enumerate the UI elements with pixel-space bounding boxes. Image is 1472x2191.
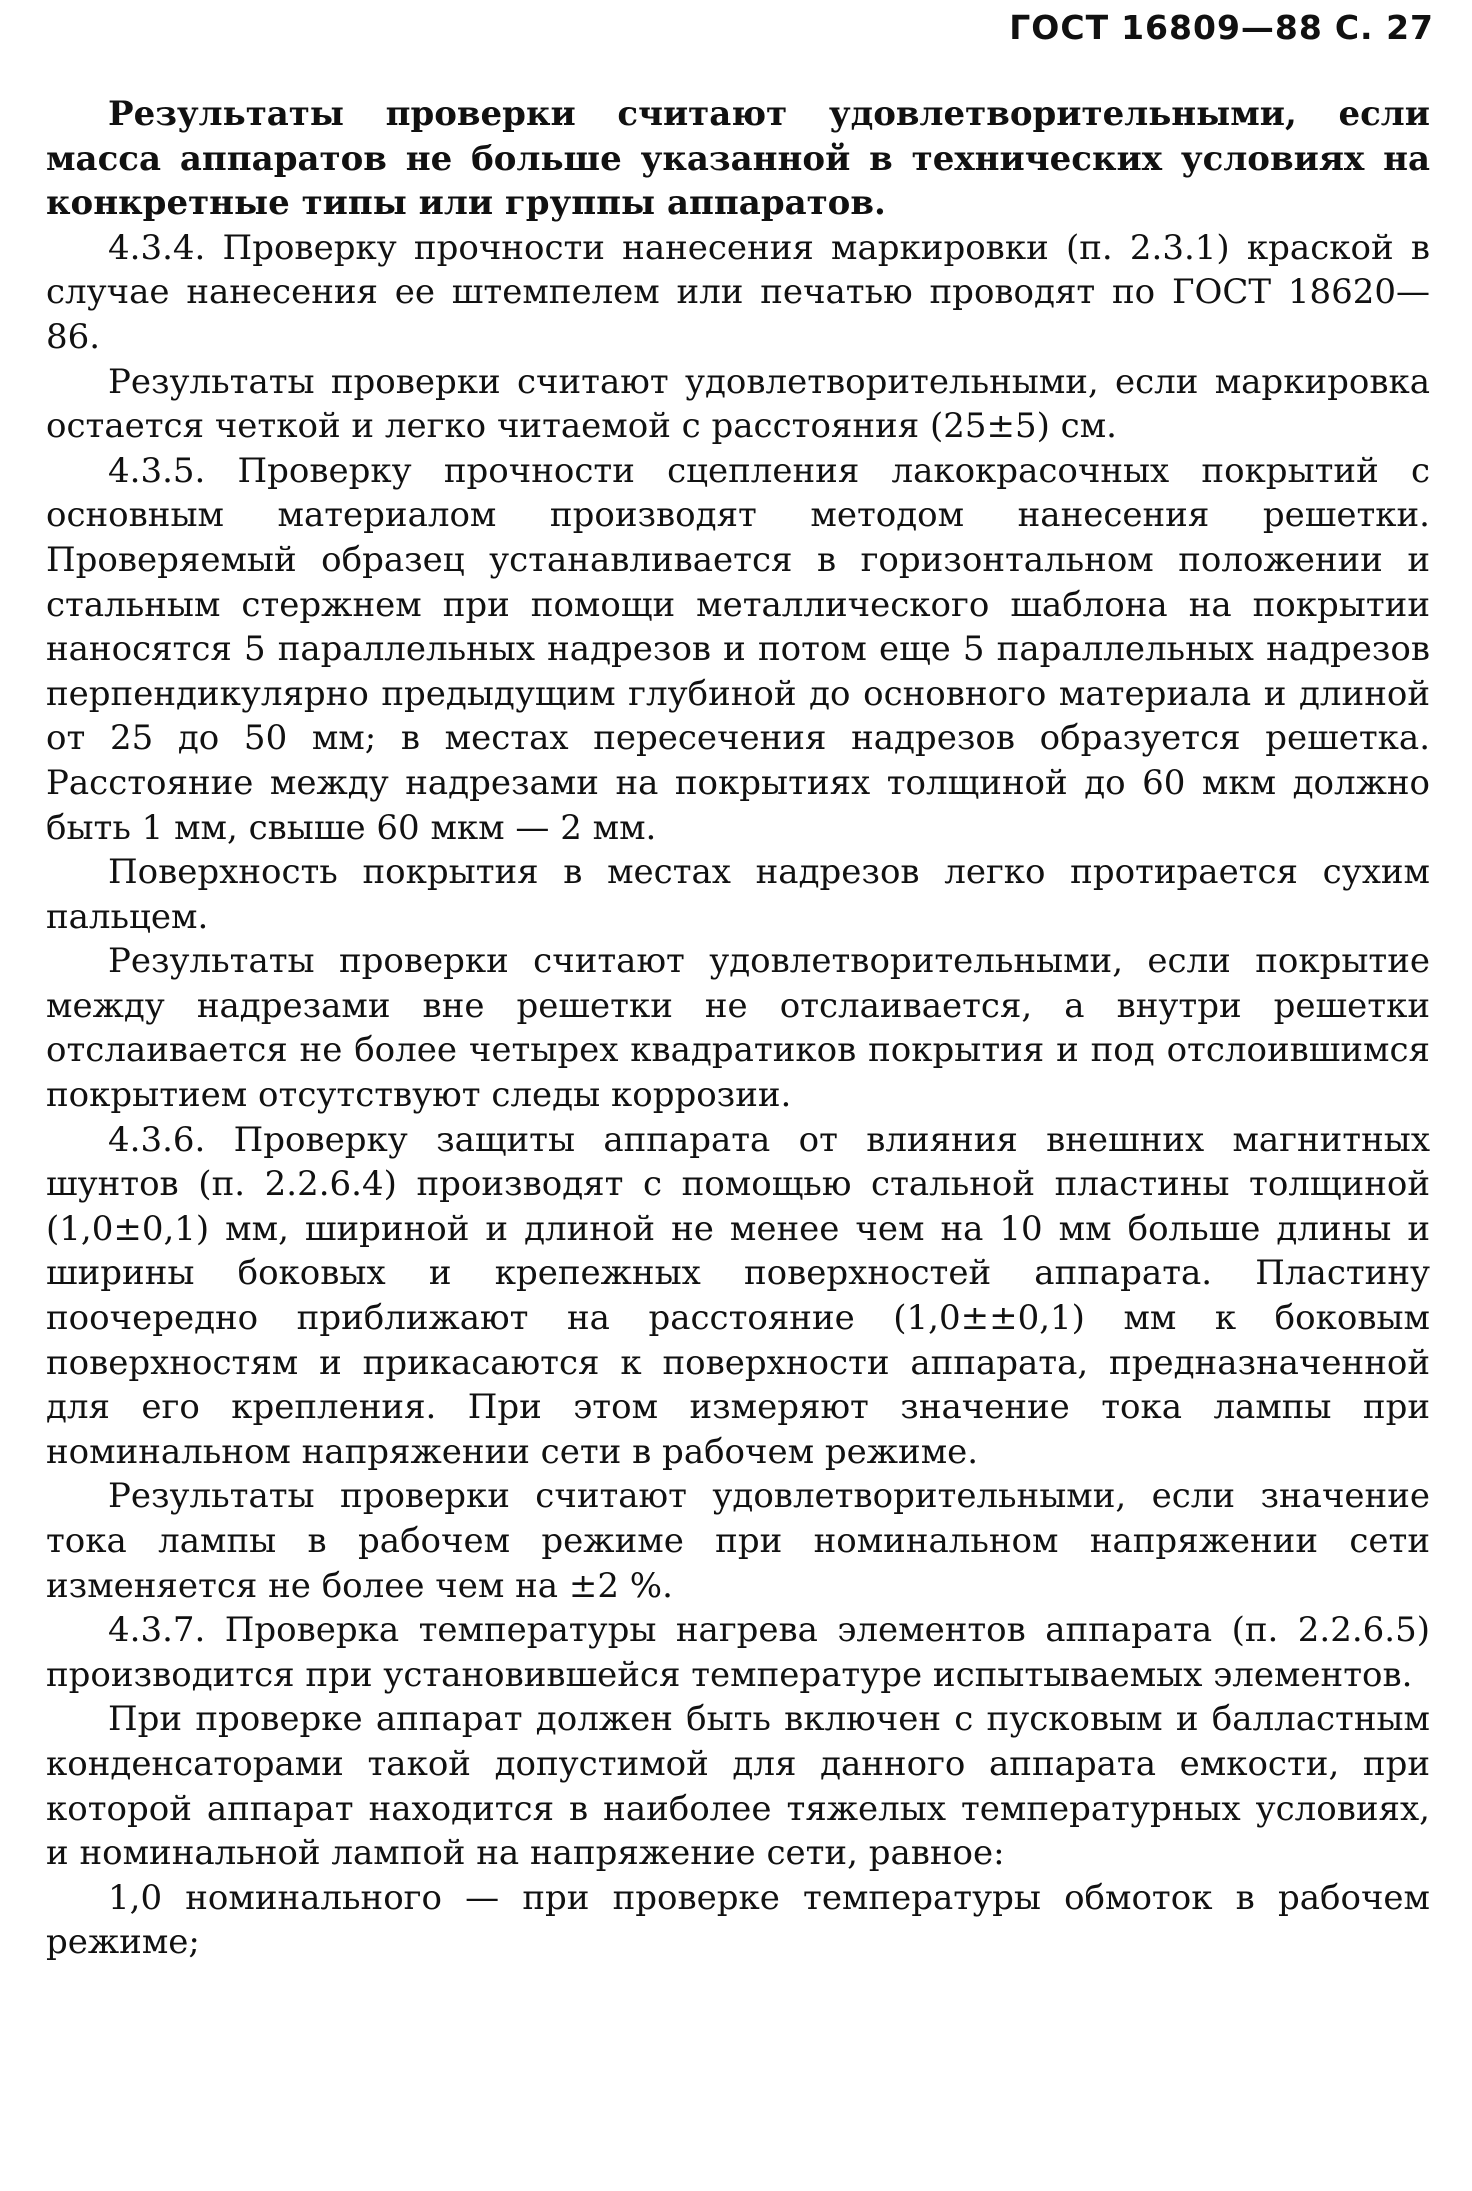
paragraph-coating-results: Результаты проверки считают удовлетворительными, если покрытие между надрезами вне решетки не отслаивается, а внутри решетки отслаивается не более четырех квадратиков покрытия и под отслоившимся покрытием отсутствуют следы коррозии. bbox=[46, 941, 1430, 1116]
standard-number: 16809—88 bbox=[1121, 8, 1323, 47]
paragraph-4-3-7: 4.3.7. Проверка температуры нагрева элементов аппарата (п. 2.2.6.5) производится при установившейся температуре испытываемых элементов. bbox=[46, 1610, 1430, 1695]
page-number: С. 27 bbox=[1334, 8, 1434, 47]
paragraph-4-3-6: 4.3.6. Проверку защиты аппарата от влияния внешних магнитных шунтов (п. 2.2.6.4) производят с помощью стальной пластины толщиной (1,0±0,1) мм, шириной и длиной не менее чем на 10 мм больше длины и ширины боковых и крепежных поверхностей аппарата. Пластину поочередно приближают на расстояние (1,0±±0,1) мм к боковым поверхностям и прикасаются к поверхности аппарата, предназначенной для его крепления. При этом измеряют значение тока лампы при номинальном напряжении сети в рабочем режиме. bbox=[46, 1119, 1430, 1472]
page-header bbox=[997, 8, 1434, 47]
paragraph-current-results: Результаты проверки считают удовлетворительными, если значение тока лампы в рабочем режиме при номинальном напряжении сети изменяется не более чем на ±2 %. bbox=[46, 1476, 1430, 1606]
paragraph-mass-results: Результаты проверки считают удовлетворительными, если масса аппаратов не больше указанной в технических условиях на конкретные типы или группы аппаратов. bbox=[46, 94, 1430, 224]
paragraph-surface-wipe: Поверхность покрытия в местах надрезов легко протирается сухим пальцем. bbox=[46, 852, 1430, 937]
paragraph-nominal-voltage: 1,0 номинального — при проверке температуры обмоток в рабочем режиме; bbox=[46, 1877, 1430, 1963]
paragraph-test-conditions: При проверке аппарат должен быть включен с пусковым и балластным конденсаторами такой допустимой для данного аппарата емкости, при которой аппарат находится в наиболее тяжелых температурных условиях, и номинальной лампой на напряжение сети, равное: bbox=[46, 1699, 1430, 1874]
standard-label: ГОСТ bbox=[1009, 8, 1110, 47]
paragraph-4-3-4: 4.3.4. Проверку прочности нанесения маркировки (п. 2.3.1) краской в случае нанесения ее штемпелем или печатью проводят по ГОСТ 18620—86. bbox=[46, 227, 1430, 357]
paragraph-marking-results: Результаты проверки считают удовлетворительными, если маркировка остается четкой и легко читаемой с расстояния (25±5) см. bbox=[46, 361, 1430, 447]
paragraph-4-3-5: 4.3.5. Проверку прочности сцепления лакокрасочных покрытий с основным материалом производят методом нанесения решетки. Проверяемый образец устанавливается в горизонтальном положении и стальным стержнем при помощи металлического шаблона на покрытии наносятся 5 параллельных надрезов и потом еще 5 параллельных надрезов перпендикулярно предыдущим глубиной до основного материала и длиной от 25 до 50 мм; в местах пересечения надрезов образуется решетка. Расстояние между надрезами на покрытиях толщиной до 60 мкм должно быть 1 мм, свыше 60 мкм — 2 мм. bbox=[46, 450, 1430, 848]
document-body bbox=[46, 92, 1430, 1965]
